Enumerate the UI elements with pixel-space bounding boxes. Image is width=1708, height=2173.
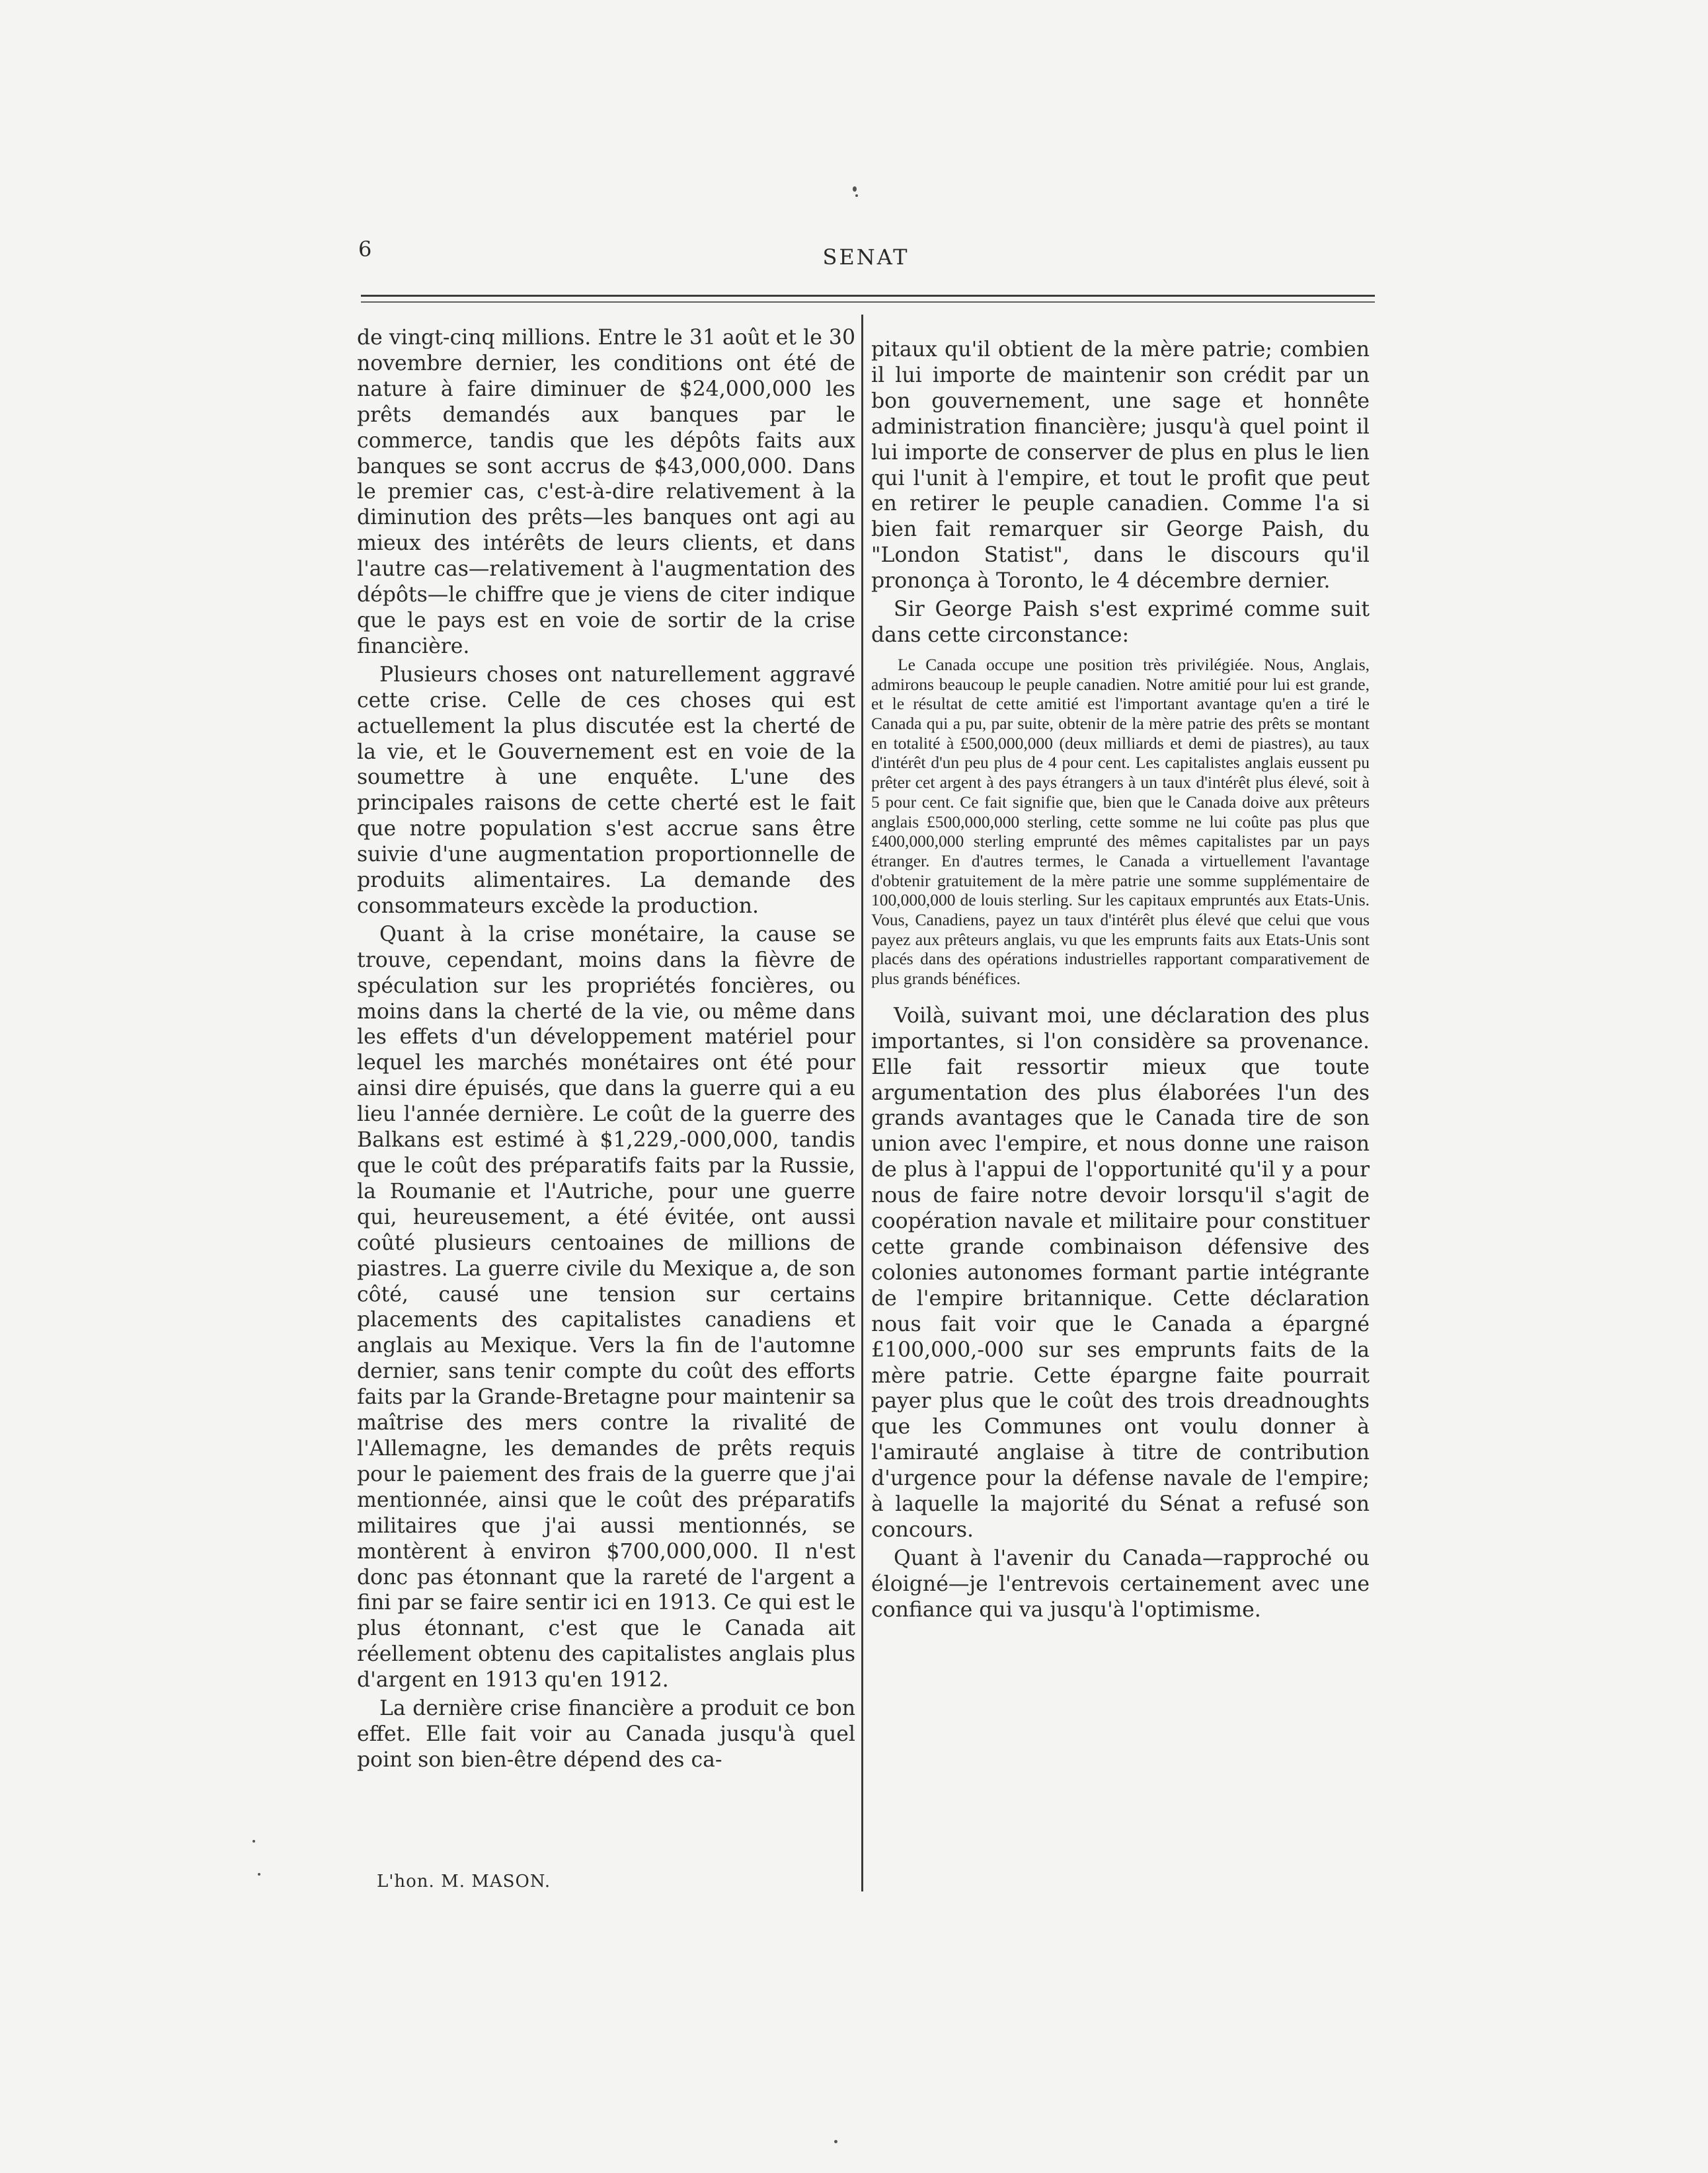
ink-speck [252,1840,255,1843]
paragraph: Quant à l'avenir du Canada—rapproché ou éloigné—je l'entrevois certainement avec une confiance qui va jusqu'à l'optimisme. [871,1546,1370,1622]
ink-speck [258,1873,260,1876]
paragraph: Voilà, suivant moi, une déclaration des plus importantes, si l'on considère sa provenance. Elle fait ressortir mieux que toute argumentation des plus élaborées l'un des grands avantages que le Canada tire de son union avec l'empire, et nous donne une raison de plus à l'appui de l'opportunité qu'il y a pour nous de faire notre devoir lorsqu'il s'agit de coopération navale et militaire pour constituer cette grande combinaison défensive des colonies autonomes formant partie intégrante de l'empire britannique. Cette déclaration nous fait voir que le Canada a épargné £100,000,-000 sur ses emprunts faits de la mère patrie. Cette épargne faite pourrait payer plus que le coût des trois dreadnoughts que les Communes ont voulu donner à l'amirauté anglaise à titre de contribution d'urgence pour la défense navale de l'empire; à laquelle la majorité du Sénat a refusé son concours. [871,1003,1370,1542]
paragraph: La dernière crise financière a produit ce bon effet. Elle fait voir au Canada jusqu'à quel point son bien-être dépend des ca- [357,1696,855,1772]
ink-speck [855,194,858,197]
quote-text: Le Canada occupe une position très privilégiée. Nous, Anglais, admirons beaucoup le peuple canadien. Notre amitié pour lui est grande, et le résultat de cette amitié est l'important avantage qu'en a tiré le Canada qui a pu, par suite, obtenir de la mère patrie des prêts se montant en totalité à £500,000,000 (deux milliards et demi de piastres), au taux d'intérêt d'un peu plus de 4 pour cent. Les capitalistes anglais eussent pu prêter cet argent à des pays étrangers à un taux d'intérêt plus élevé, soit à 5 pour cent. Ce fait signifie que, bien que le Canada doive aux prêteurs anglais £500,000,000 sterling, cette somme ne lui coûte pas plus que £400,000,000 sterling emprunté des mêmes capitalistes par un pays étranger. En d'autres termes, le Canada a virtuellement l'avantage d'obtenir gratuitement de la mère patrie une somme supplémentaire de 100,000,000 de louis sterling. Sur les capitaux empruntés aux Etats-Unis. Vous, Canadiens, payez un taux d'intérêt plus élevé que celui que vous payez aux prêteurs anglais, vu que les emprunts faits aux Etats-Unis sont placés dans des opérations industrielles rapportant comparativement de plus grands bénéfices. [871,654,1370,989]
header-rule-bottom [361,301,1375,303]
paragraph: pitaux qu'il obtient de la mère patrie; combien il lui importe de maintenir son crédit par un bon gouvernement, une sage et honnête administration financière; jusqu'à quel point il lui importe de conserver de plus en plus le lien qui l'unit à l'empire, et tout le profit que peut en retirer le peuple canadien. Comme l'a si bien fait remarquer sir George Paish, du "London Statist", dans le discours qu'il prononça à Toronto, le 4 décembre dernier. [871,338,1370,593]
ink-speck [834,2140,837,2143]
paragraph: Sir George Paish s'est exprimé comme suit dans cette circonstance: [871,597,1370,647]
right-column [871,337,1370,1626]
ink-speck [853,186,857,192]
block-quote [871,655,1370,989]
left-column [357,325,855,1776]
paragraph: Quant à la crise monétaire, la cause se trouve, cependant, moins dans la fièvre de spéculation sur les propriétés foncières, ou moins dans la cherté de la vie, ou même dans les effets d'un développement matériel pour lequel les marchés monétaires ont été pour ainsi dire épuisés, que dans la guerre qui a eu lieu l'année dernière. Le coût de la guerre des Balkans est estimé à $1,229,-000,000, tandis que le coût des préparatifs faits par la Russie, la Roumanie et l'Autriche, pour une guerre qui, heureusement, a été évitée, ont aussi coûté plusieurs centoaines de millions de piastres. La guerre civile du Mexique a, de son côté, causé une tension sur certains placements des capitalistes canadiens et anglais au Mexique. Vers la fin de l'automne dernier, sans tenir compte du coût des efforts faits par la Grande-Bretagne pour maintenir sa maîtrise des mers contre la rivalité de l'Allemagne, les demandes de prêts requis pour le paiement des frais de la guerre que j'ai mentionnée, ainsi que le coût des préparatifs militaires que j'ai aussi mentionnés, se montèrent à environ $700,000,000. Il n'est donc pas étonnant que la rareté de l'argent a fini par se faire sentir ici en 1913. Ce qui est le plus étonnant, c'est que le Canada ait réellement obtenu des capitalistes anglais plus d'argent en 1913 qu'en 1912. [357,922,855,1693]
column-divider [861,315,863,1891]
header-rule-top [361,295,1375,297]
speaker-footer: L'hon. M. MASON. [377,1872,551,1891]
page-number: 6 [358,237,373,262]
page-header-title: SENAT [822,245,910,270]
paragraph: de vingt-cinq millions. Entre le 31 août et le 30 novembre dernier, les conditions ont été de nature à faire diminuer de $24,000,000 les prêts demandés aux banques par le commerce, tandis que les dépôts faits aux banques se sont accrus de $43,000,000. Dans le premier cas, c'est-à-dire relativement à la diminution des prêts—les banques ont agi au mieux des intérêts de leurs clients, et dans l'autre cas—relativement à l'augmentation des dépôts—le chiffre que je viens de citer indique que le pays est en voie de sortir de la crise financière. [357,326,855,658]
paragraph: Plusieurs choses ont naturellement aggravé cette crise. Celle de ces choses qui est actuellement la plus discutée est la cherté de la vie, et le Gouvernement est en voie de la soumettre à une enquête. L'une des principales raisons de cette cherté est le fait que notre population s'est accrue sans être suivie d'une augmentation proportionnelle de produits alimentaires. La demande des consommateurs excède la production. [357,662,855,918]
